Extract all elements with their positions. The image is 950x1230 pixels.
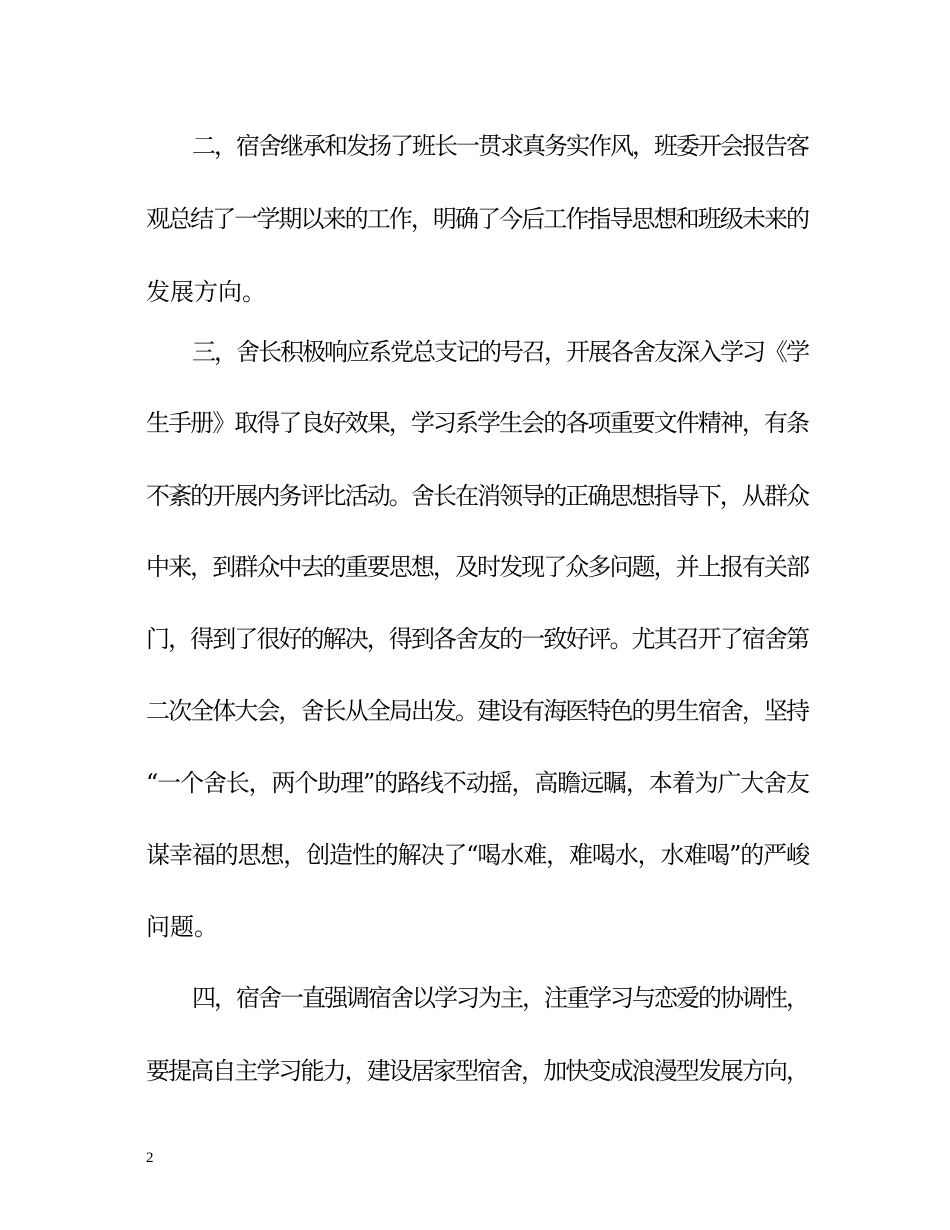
paragraph-2-line-8: 谋幸福的思想，创造性的解决了“喝水难，难喝水，水难喝”的严峻 bbox=[146, 841, 809, 869]
paragraph-1-line-2: 观总结了一学期以来的工作，明确了今后工作指导思想和班级未来的 bbox=[146, 205, 809, 233]
paragraph-2-line-5: 门，得到了很好的解决，得到各舍友的一致好评。尤其召开了宿舍第 bbox=[146, 625, 809, 653]
paragraph-1-line-3: 发展方向。 bbox=[146, 278, 266, 306]
paragraph-1-line-1: 二，宿舍继承和发扬了班长一贯求真务实作风，班委开会报告客 bbox=[192, 132, 808, 160]
paragraph-2-line-2: 生手册》取得了良好效果，学习系学生会的各项重要文件精神，有条 bbox=[146, 409, 809, 437]
paragraph-2-line-4: 中来，到群众中去的重要思想，及时发现了众多问题，并上报有关部 bbox=[146, 553, 809, 581]
paragraph-2-line-9: 问题。 bbox=[146, 913, 218, 941]
paragraph-2-line-1: 三，舍长积极响应系党总支记的号召，开展各舍友深入学习《学 bbox=[192, 338, 808, 366]
paragraph-3-line-1: 四，宿舍一直强调宿舍以学习为主，注重学习与恋爱的协调性， bbox=[192, 984, 808, 1012]
paragraph-2-line-7: “一个舍长，两个助理”的路线不动摇，高瞻远瞩，本着为广大舍友 bbox=[146, 769, 809, 797]
paragraph-2-line-6: 二次全体大会，舍长从全局出发。建设有海医特色的男生宿舍，坚持 bbox=[146, 697, 809, 725]
paragraph-2-line-3: 不紊的开展内务评比活动。舍长在消领导的正确思想指导下，从群众 bbox=[146, 482, 809, 510]
paragraph-3-line-2: 要提高自主学习能力，建设居家型宿舍，加快变成浪漫型发展方向， bbox=[146, 1057, 809, 1085]
page-number: 2 bbox=[146, 1150, 154, 1166]
